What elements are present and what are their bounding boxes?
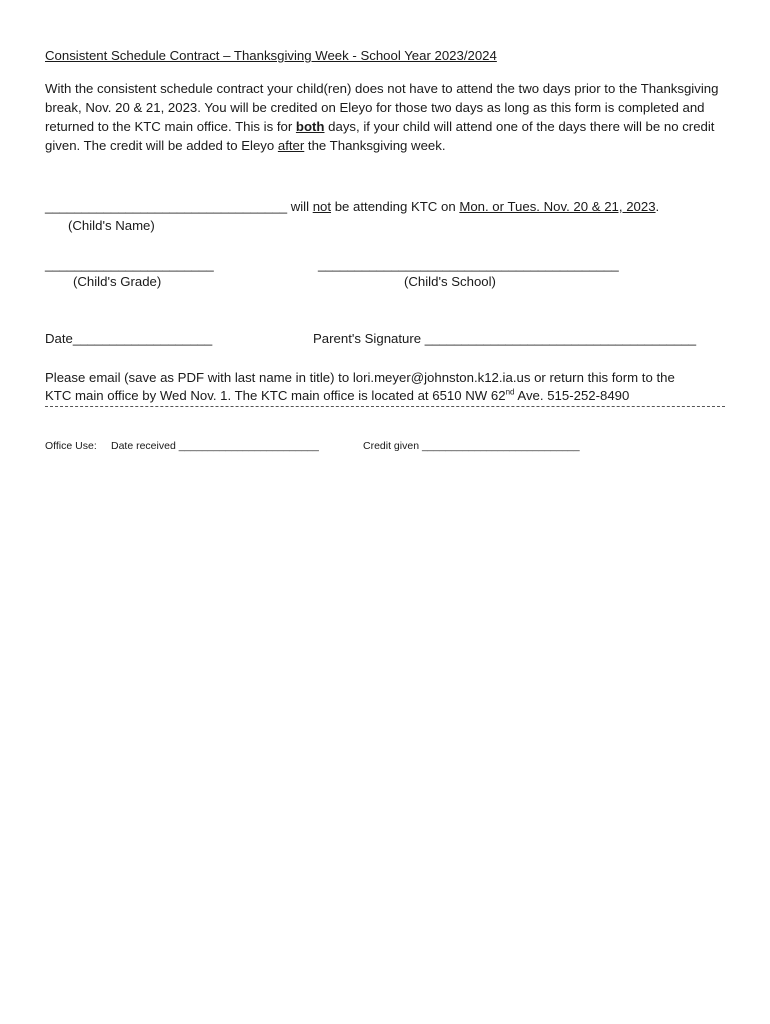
child-school-label: (Child's School) [404, 274, 496, 289]
text-attending: be attending KTC on [331, 199, 460, 214]
date-received-field[interactable]: Date received ________________________ [111, 440, 319, 452]
child-grade-field[interactable]: _______________________ [45, 257, 214, 272]
contact-sup: nd [505, 387, 515, 397]
intro-part1: With the consistent schedule contract your child(ren) does not have to attend the two days prior to the Thanksgiving break, Nov. 20 & 21, 2023. You will be credited on Eleyo for those two days as long as this form is completed and returned to the KTC main office. This is for [45, 81, 719, 134]
attendance-line [45, 198, 659, 216]
dashed-divider [45, 406, 725, 407]
child-name-field[interactable]: _________________________________ [45, 199, 288, 214]
contact-line-2 [45, 387, 629, 405]
office-use-label: Office Use: [45, 440, 97, 452]
text-not: not [312, 199, 332, 214]
date-field[interactable]: Date___________________ [45, 331, 213, 346]
contact-line-1: Please email (save as PDF with last name in title) to lori.meyer@johnston.k12.ia.us or return this form to the [45, 370, 675, 385]
contact-phone: Ave. 515-252-8490 [514, 388, 630, 403]
intro-part2: days, if your child will attend one of the days there will be no credit given. The credit will be added to Eleyo [45, 119, 715, 153]
text-period: . [655, 199, 660, 214]
parent-signature-row [313, 330, 696, 348]
intro-paragraph [45, 79, 730, 155]
parent-signature-label: Parent's Signature [313, 331, 425, 346]
intro-after: after [277, 138, 305, 153]
parent-signature-field[interactable]: _____________________________________ [424, 331, 697, 346]
intro-both: both [295, 119, 325, 134]
child-grade-label: (Child's Grade) [73, 274, 162, 289]
text-will: will [287, 199, 313, 214]
intro-part3: the Thanksgiving week. [304, 138, 446, 153]
child-school-field[interactable]: _________________________________________ [318, 257, 619, 272]
credit-given-field[interactable]: Credit given ___________________________ [363, 440, 580, 452]
form-title: Consistent Schedule Contract – Thanksgiving Week - School Year 2023/2024 [45, 48, 497, 63]
contact-address: KTC main office by Wed Nov. 1. The KTC main office is located at 6510 NW 62 [45, 388, 506, 403]
child-name-label: (Child's Name) [68, 218, 155, 233]
form-page [45, 47, 725, 155]
text-dates: Mon. or Tues. Nov. 20 & 21, 2023 [459, 199, 656, 214]
